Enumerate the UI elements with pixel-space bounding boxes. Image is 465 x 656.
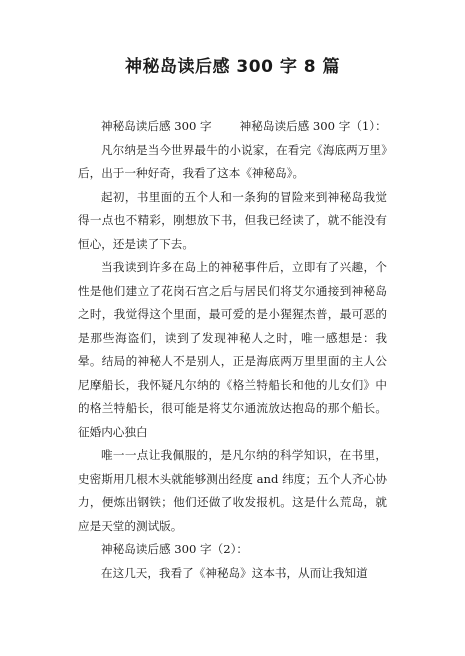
subheading-left: 神秘岛读后感 300 字 [101,119,212,133]
subheading-2: 神秘岛读后感 300 字（2）： [101,542,249,556]
paragraph-1: 凡尔纳是当今世界最牛的小说家，在看完《海底两万里》后，出于一种好奇，我看了这本《神秘岛》。 [78,142,387,180]
subheading-line [78,115,387,139]
paragraph-4: 唯一一点让我佩服的，是凡尔纳的科学知识，在书里，史密斯用几根木头就能够测出经度 and 纬度；五个人齐心协力，便炼出钢铁；他们还做了收发报机。这是什么荒岛，就应是天堂的测试版。 [78,448,387,533]
subheading-right: 神秘岛读后感 300 字（1）： [239,119,387,133]
paragraph-5: 在这几天，我看了《神秘岛》这本书，从而让我知道 [101,565,368,580]
paragraph-3: 当我读到许多在岛上的神秘事件后，立即有了兴趣，个性是他们建立了花岗石宫之后与居民们将艾尔通接到神秘岛之时，我觉得这个里面，最可爱的是小猩猩杰普，最可恶的是那些海盗们，读到了发现神秘人之时，唯一感想是：我晕。结局的神秘人不是别人，正是海底两万里里面的主人公尼摩船长，我怀疑凡尔纳的《格兰特船长和他的儿女们》中的格兰特船长，很可能是将艾尔通流放达抱岛的那个船长。征婚内心独白 [78,260,387,439]
paragraph-2: 起初，书里面的五个人和一条狗的冒险来到神秘岛我觉得一点也不精彩，刚想放下书，但我已经读了，就不能没有恒心，还是读了下去。 [78,189,387,251]
document-title: 神秘岛读后感 300 字 8 篇 [125,57,340,77]
